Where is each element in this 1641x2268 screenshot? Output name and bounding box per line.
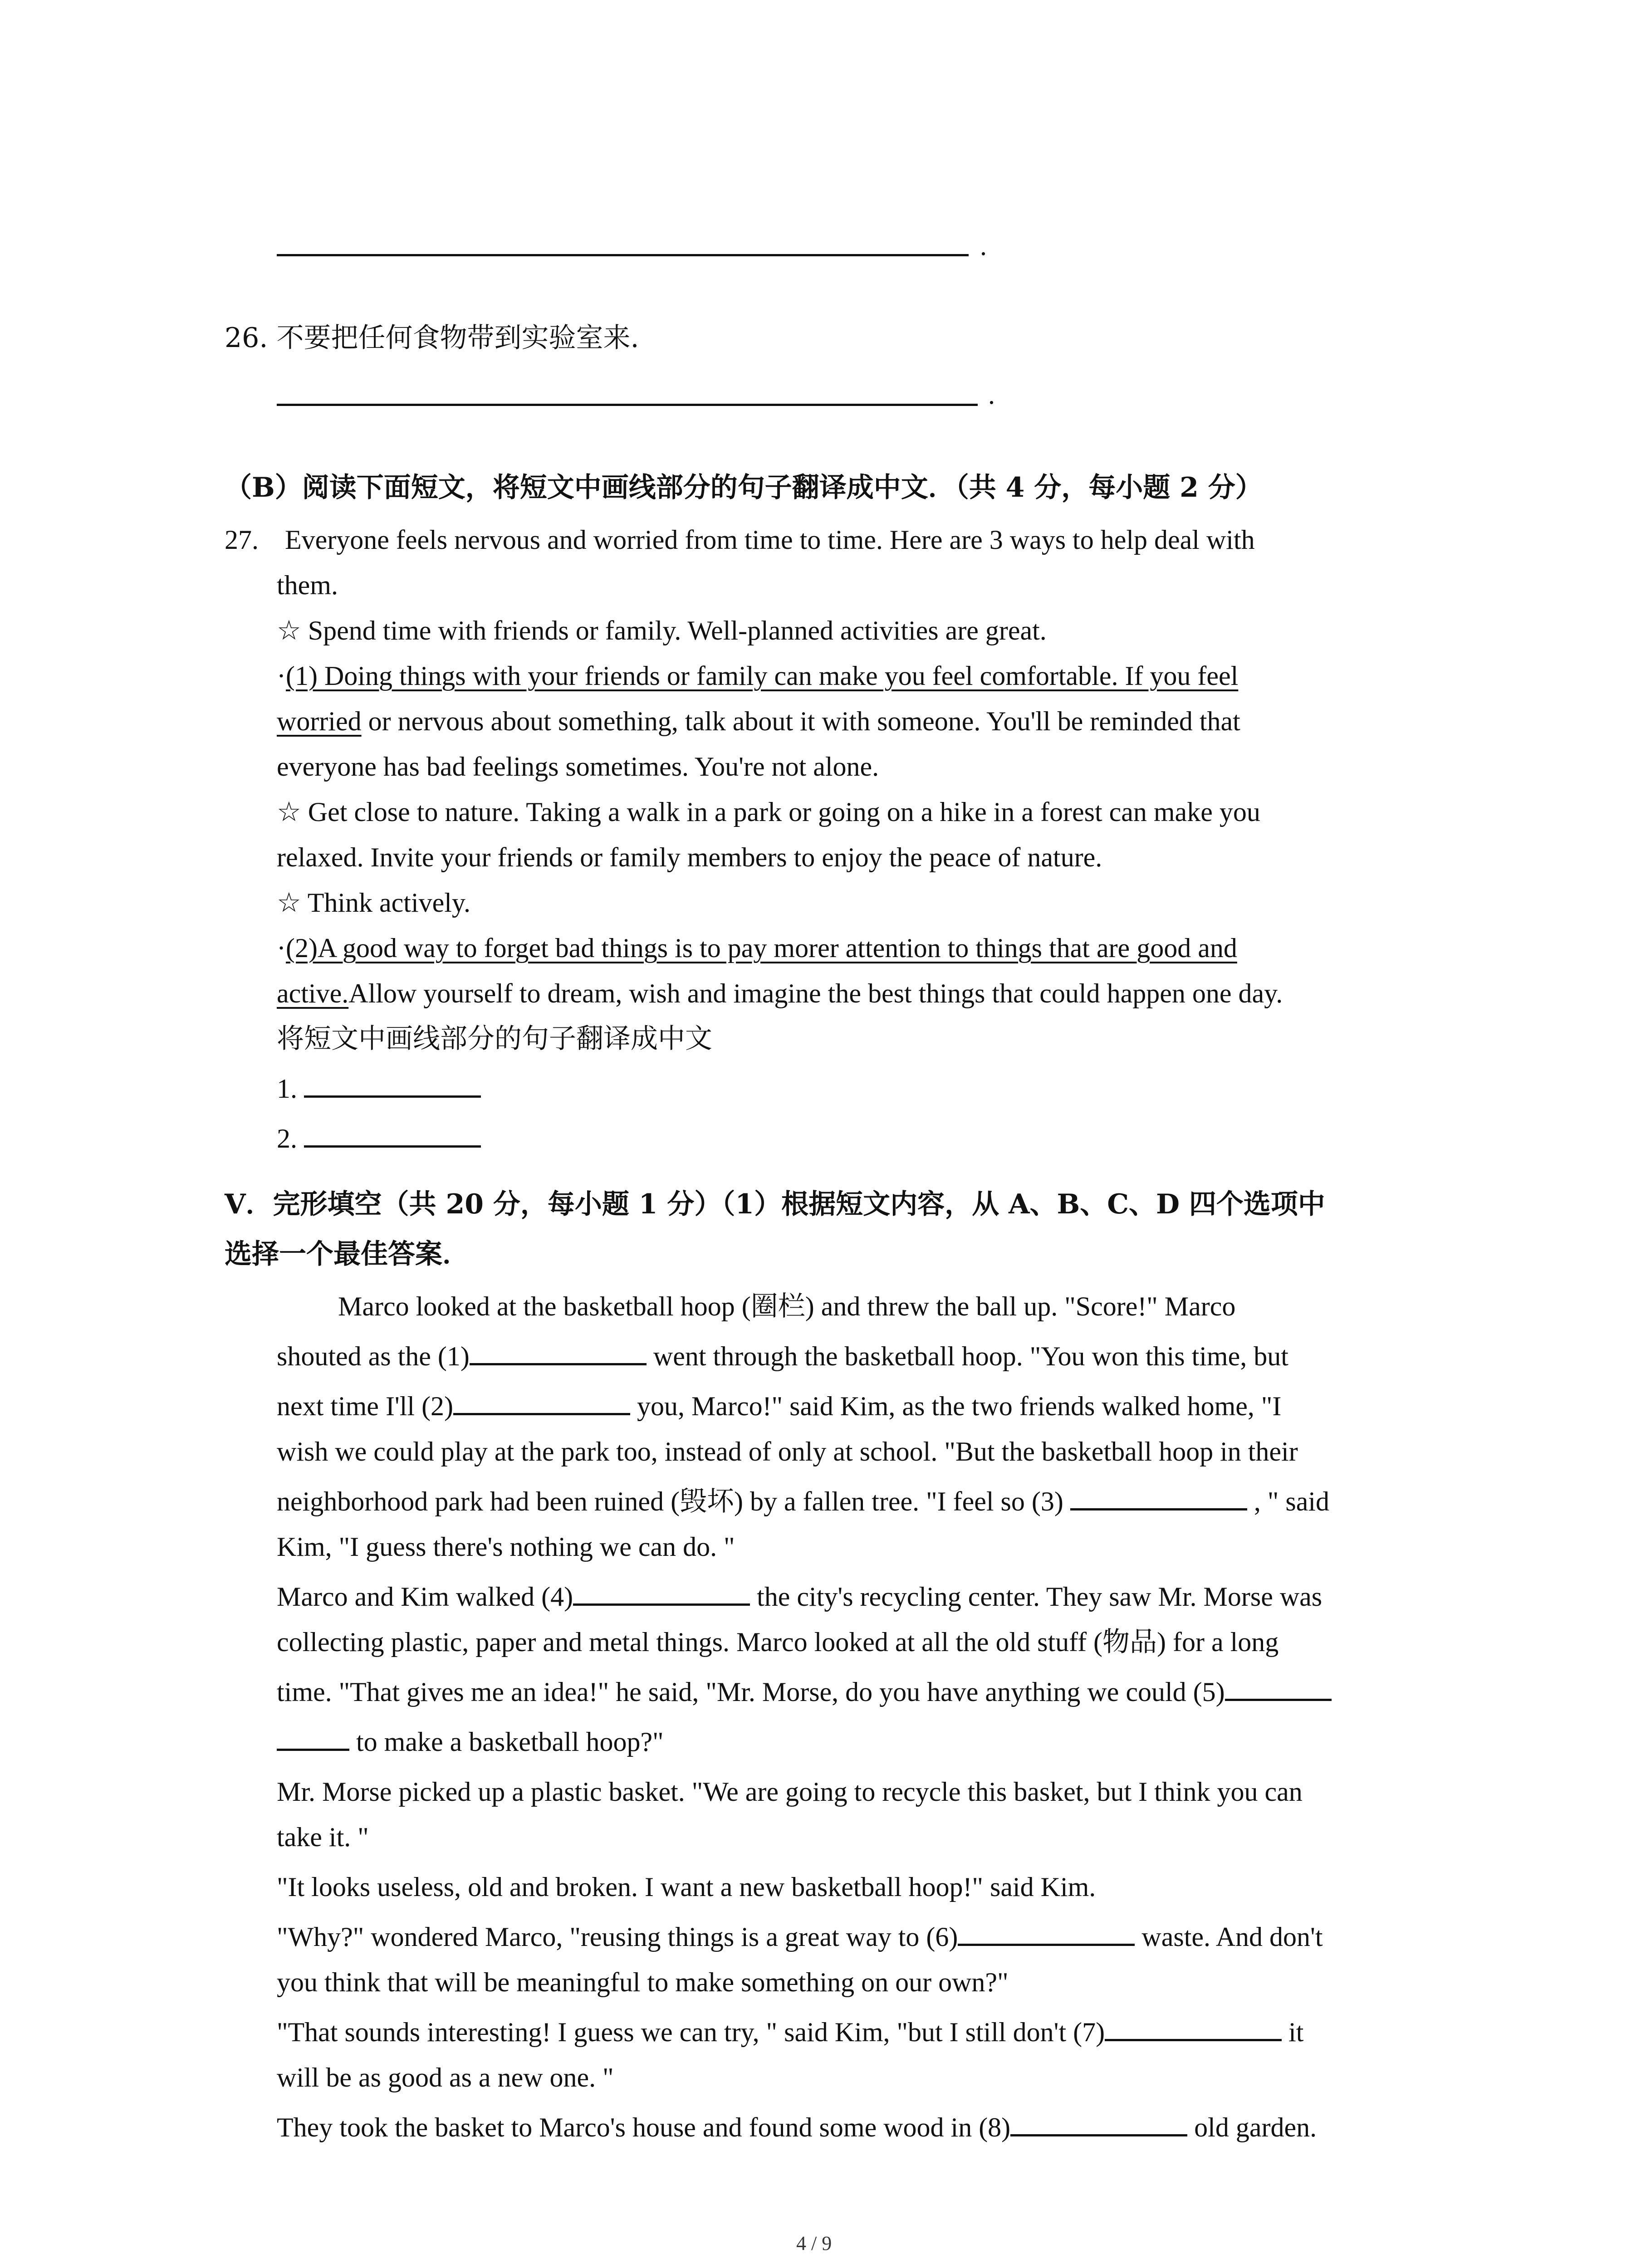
passage-line-1: Marco looked at the basketball hoop (圈栏) and threw the ball up. "Score!" Marco	[338, 1291, 1236, 1321]
q27-bullet: ·	[277, 661, 286, 691]
section-v-heading-line-2: 选择一个最佳答案．	[225, 1238, 470, 1270]
q27-line-9: ☆ Think actively.	[277, 888, 471, 918]
section-v-heading-line-1: Ⅴ．完形填空（共 20 分，每小题 1 分）（1）根据短文内容，从 A、B、C、D 四个选项中	[225, 1188, 1325, 1220]
blank-7[interactable]	[1105, 2012, 1282, 2041]
blank-1[interactable]	[470, 1336, 647, 1365]
passage-line-2: shouted as the (1) went through the basketball hoop. "You won this time, but	[277, 1334, 1288, 1379]
blank-5[interactable]	[1225, 1672, 1332, 1701]
q27-line-1: Everyone feels nervous and worried from time to time. Here are 3 ways to help deal with	[285, 525, 1255, 555]
passage-line-10: to make a basketball hoop?"	[277, 1719, 664, 1765]
answer-2: 2.	[277, 1116, 481, 1161]
passage-line-14: "Why?" wondered Marco, "reusing things is a great way to (6) waste. And don't	[277, 1914, 1323, 1960]
answer-line-25-period: .	[980, 231, 987, 261]
passage-line-4: wish we could play at the park too, instead of only at school. "But the basketball hoop in their	[277, 1437, 1298, 1466]
underlined-sentence-1: (1) Doing things with your friends or family can make you feel comfortable. If you feel	[285, 661, 1239, 691]
answer-2-blank[interactable]	[304, 1118, 481, 1148]
answer-line-25	[277, 254, 969, 256]
q27-line-4	[277, 653, 1238, 699]
page-number: 4 / 9	[796, 2232, 832, 2254]
blank-6[interactable]	[958, 1916, 1135, 1946]
passage-line-12: take it. "	[277, 1822, 369, 1852]
passage-line-6: Kim, "I guess there's nothing we can do. "	[277, 1532, 735, 1562]
q27-instruction: 将短文中画线部分的句子翻译成中文	[277, 1023, 712, 1055]
passage-line-3: next time I'll (2) you, Marco!" said Kim, as the two friends walked home, "I	[277, 1383, 1281, 1429]
answer-line-26-period: .	[988, 380, 995, 410]
answer-line-26	[277, 404, 978, 406]
q27-line-10	[277, 925, 1237, 971]
passage-line-5: neighborhood park had been ruined (毁坏) by a fallen tree. "I feel so (3) , " said	[277, 1479, 1329, 1524]
passage-line-9: time. "That gives me an idea!" he said, "Mr. Morse, do you have anything we could (5)	[277, 1669, 1332, 1715]
q27-line-2: them.	[277, 570, 338, 600]
blank-4[interactable]	[573, 1576, 750, 1606]
passage-line-15: you think that will be meaningful to make something on our own?"	[277, 1967, 1009, 1997]
passage-line-8: collecting plastic, paper and metal things. Marco looked at all the old stuff (物品) for a long	[277, 1627, 1279, 1657]
q27-bullet-2: ·	[277, 933, 286, 963]
passage-line-18: They took the basket to Marco's house and found some wood in (8) old garden.	[277, 2105, 1317, 2150]
question-26: 26. 不要把任何食物带到实验室来.	[225, 322, 639, 354]
blank-3[interactable]	[1070, 1481, 1247, 1510]
q27-line-3: ☆ Spend time with friends or family. Well-planned activities are great.	[277, 616, 1047, 645]
passage-line-16: "That sounds interesting! I guess we can try, " said Kim, "but I still don't (7) it	[277, 2009, 1303, 2055]
passage-line-11: Mr. Morse picked up a plastic basket. "We are going to recycle this basket, but I think you can	[277, 1777, 1303, 1807]
underlined-sentence-1-end: worried	[277, 706, 362, 736]
answer-1: 1.	[277, 1066, 481, 1111]
q27-line-6: everyone has bad feelings sometimes. You're not alone.	[277, 752, 879, 782]
section-b-heading: （B）阅读下面短文，将短文中画线部分的句子翻译成中文．（共 4 分，每小题 2 分）	[225, 472, 1263, 503]
blank-5-continued[interactable]	[277, 1721, 349, 1751]
passage-line-7: Marco and Kim walked (4) the city's recycling center. They saw Mr. Morse was	[277, 1574, 1322, 1619]
passage-line-13: "It looks useless, old and broken. I want a new basketball hoop!" said Kim.	[277, 1872, 1096, 1902]
underlined-sentence-2-end: active.	[277, 978, 349, 1008]
blank-2[interactable]	[453, 1386, 630, 1415]
question-27-number: 27.	[225, 525, 259, 555]
q27-line-5: worried or nervous about something, talk about it with someone. You'll be reminded that	[277, 706, 1240, 736]
q27-line-7: ☆ Get close to nature. Taking a walk in a park or going on a hike in a forest can make you	[277, 797, 1260, 827]
q27-line-11: active.Allow yourself to dream, wish and imagine the best things that could happen one day.	[277, 978, 1283, 1008]
answer-1-blank[interactable]	[304, 1068, 481, 1098]
q27-line-8: relaxed. Invite your friends or family members to enjoy the peace of nature.	[277, 842, 1102, 872]
blank-8[interactable]	[1010, 2107, 1187, 2136]
passage-line-17: will be as good as a new one. "	[277, 2063, 614, 2092]
underlined-sentence-2: (2)A good way to forget bad things is to pay morer attention to things that are good and	[285, 933, 1237, 963]
